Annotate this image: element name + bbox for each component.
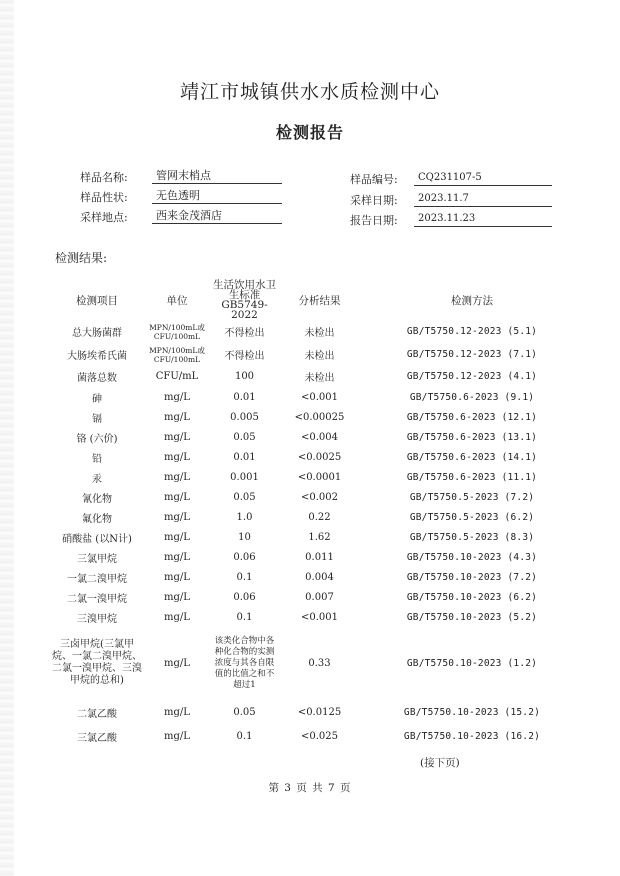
cell-method: GB/T5750.10-2023 (15.2) [403, 706, 541, 718]
cell-limit: 0.01 [233, 391, 256, 403]
cell-result: <0.0125 [297, 706, 342, 718]
cell-method: GB/T5750.12-2023 (4.1) [406, 371, 538, 382]
sample-name-label: 样品名称: [80, 171, 128, 184]
cell-item: 砷 [92, 393, 102, 405]
table-row [52, 725, 582, 748]
sampling-site-value: 西来金茂酒店 [152, 209, 282, 224]
cell-limit: 0.1 [236, 731, 253, 742]
cell-item: 镉 [92, 413, 102, 425]
cell-result: <0.004 [300, 431, 338, 443]
results-heading: 检测结果: [55, 251, 108, 265]
cell-method: GB/T5750.6-2023 (14.1) [406, 451, 538, 463]
sampling-date-label: 采样日期: [350, 194, 398, 207]
cell-method: GB/T5750.10-2023 (5.2) [406, 611, 538, 623]
table-row [52, 447, 582, 467]
cell-result: 未检出 [304, 351, 335, 362]
table-row [52, 627, 582, 699]
cell-result: <0.00025 [294, 411, 345, 423]
cell-unit: mg/L [164, 471, 190, 483]
header-result: 分析结果 [298, 294, 341, 307]
cell-result: <0.0025 [297, 451, 342, 463]
cell-item: 三溴甲烷 [77, 613, 117, 625]
continued-note: (接下页) [420, 757, 460, 769]
report-date-label: 报告日期: [350, 214, 398, 227]
table-row [52, 527, 582, 547]
table-row [52, 407, 582, 427]
page-number: 第 3 页 共 7 页 [268, 782, 352, 794]
cell-limit: 0.06 [233, 551, 256, 563]
cell-method: GB/T5750.6-2023 (13.1) [406, 431, 538, 443]
cell-item: 总大肠菌群 [72, 328, 122, 339]
table-row [52, 567, 582, 587]
header-standard: 生活饮用水卫生标准GB5749-2022 [213, 279, 276, 321]
cell-limit: 0.1 [236, 611, 253, 623]
cell-unit: mg/L [164, 731, 190, 742]
cell-unit: CFU/mL [155, 371, 199, 382]
cell-item: 三氯甲烷 [77, 553, 117, 565]
cell-item: 二氯一溴甲烷 [67, 593, 127, 605]
cell-item: 硝酸盐 (以N计) [62, 533, 132, 545]
cell-unit: mg/L [164, 431, 190, 443]
cell-method: GB/T5750.5-2023 (7.2) [409, 491, 535, 503]
cell-unit: mg/L [164, 491, 190, 503]
cell-unit: MPN/100mL或CFU/100mL [149, 345, 205, 364]
report-subtitle: 检测报告 [275, 123, 344, 142]
table-row [52, 366, 582, 387]
sample-no-label: 样品编号: [350, 173, 398, 186]
cell-unit: mg/L [164, 571, 190, 583]
cell-limit: 不得检出 [224, 328, 265, 339]
cell-method: GB/T5750.5-2023 (6.2) [409, 511, 535, 523]
table-row [52, 699, 582, 725]
header-unit: 单位 [166, 294, 188, 307]
cell-method: GB/T5750.6-2023 (9.1) [409, 391, 535, 403]
table-header-row [52, 280, 582, 320]
cell-unit: mg/L [164, 411, 190, 423]
sampling-date-value: 2023.11.7 [414, 192, 552, 207]
sampling-site-label: 采样地点: [80, 211, 128, 224]
cell-result: 未检出 [304, 373, 335, 384]
cell-item: 菌落总数 [77, 373, 117, 384]
cell-unit: mg/L [164, 591, 190, 603]
cell-result: <0.001 [300, 391, 338, 403]
cell-unit: mg/L [164, 551, 190, 563]
cell-item: 大肠埃希氏菌 [67, 351, 127, 362]
cell-limit: 不得检出 [224, 351, 265, 362]
cell-method: GB/T5750.10-2023 (4.3) [406, 551, 538, 563]
cell-method: GB/T5750.12-2023 (5.1) [406, 326, 538, 337]
cell-unit: mg/L [164, 657, 190, 669]
cell-item: 氟化物 [82, 513, 112, 525]
cell-limit: 该类化合物中各种化合物的实测浓度与其各自限值的比值之和不超过1 [214, 635, 275, 690]
cell-result: 未检出 [304, 328, 335, 339]
cell-limit: 1.0 [236, 511, 253, 523]
cell-item: 三氯乙酸 [77, 733, 117, 744]
cell-method: GB/T5750.10-2023 (6.2) [406, 591, 538, 603]
cell-result: <0.002 [300, 491, 338, 503]
sample-name-value: 管网末梢点 [152, 169, 282, 184]
cell-limit: 0.05 [233, 706, 256, 718]
cell-result: 0.011 [305, 551, 334, 563]
cell-result: 0.33 [308, 657, 331, 669]
table-row [52, 607, 582, 627]
cell-item: 汞 [92, 473, 102, 485]
cell-method: GB/T5750.10-2023 (1.2) [406, 657, 538, 669]
cell-result: <0.001 [300, 611, 338, 623]
cell-item: 铅 [92, 453, 102, 465]
cell-result: <0.025 [300, 731, 338, 742]
table-row [52, 427, 582, 447]
results-table [52, 280, 582, 748]
cell-result: <0.0001 [297, 471, 342, 483]
cell-limit: 0.05 [233, 431, 256, 443]
page-title: 靖江市城镇供水水质检测中心 [179, 81, 440, 103]
cell-method: GB/T5750.5-2023 (8.3) [409, 531, 535, 543]
header-method: 检测方法 [451, 294, 493, 307]
report-date-value: 2023.11.23 [414, 212, 552, 227]
cell-item: 铬 (六价) [76, 433, 118, 445]
sample-nature-value: 无色透明 [152, 189, 282, 204]
table-row [52, 587, 582, 607]
cell-unit: mg/L [164, 531, 190, 543]
cell-method: GB/T5750.12-2023 (7.1) [406, 349, 538, 360]
cell-result: 1.62 [308, 531, 331, 543]
cell-unit: mg/L [164, 611, 190, 623]
sample-nature-label: 样品性状: [80, 191, 128, 204]
cell-method: GB/T5750.6-2023 (11.1) [406, 471, 538, 483]
header-item: 检测项目 [76, 294, 118, 307]
cell-limit: 100 [234, 371, 255, 382]
cell-result: 0.22 [308, 511, 331, 523]
cell-item: 氰化物 [82, 493, 112, 505]
cell-method: GB/T5750.10-2023 (16.2) [403, 731, 541, 742]
cell-limit: 0.1 [236, 571, 253, 583]
cell-limit: 0.06 [233, 591, 256, 603]
cell-item: 三卤甲烷(三氯甲烷、一氯二溴甲烷、二氯一溴甲烷、三溴甲烷的总和) [52, 639, 142, 686]
table-row [52, 467, 582, 487]
cell-limit: 0.01 [233, 451, 256, 463]
table-row [52, 547, 582, 567]
cell-limit: 0.001 [230, 471, 259, 483]
table-row [52, 320, 582, 343]
cell-method: GB/T5750.6-2023 (12.1) [406, 411, 538, 423]
cell-item: 一氯二溴甲烷 [67, 573, 127, 585]
table-row [52, 507, 582, 527]
cell-result: 0.004 [305, 571, 334, 583]
cell-item: 二氯乙酸 [77, 708, 117, 720]
cell-unit: mg/L [164, 391, 190, 403]
cell-result: 0.007 [305, 591, 334, 603]
cell-unit: mg/L [164, 451, 190, 463]
cell-limit: 10 [238, 531, 251, 543]
cell-unit: mg/L [164, 511, 190, 523]
cell-unit: mg/L [164, 706, 190, 718]
cell-limit: 0.05 [233, 491, 256, 503]
sample-no-value: CQ231107-5 [414, 171, 552, 186]
table-row [52, 387, 582, 407]
cell-limit: 0.005 [230, 411, 259, 423]
table-row [52, 487, 582, 507]
cell-unit: MPN/100mL或CFU/100mL [149, 322, 205, 341]
cell-method: GB/T5750.10-2023 (7.2) [406, 571, 538, 583]
table-row [52, 343, 582, 366]
